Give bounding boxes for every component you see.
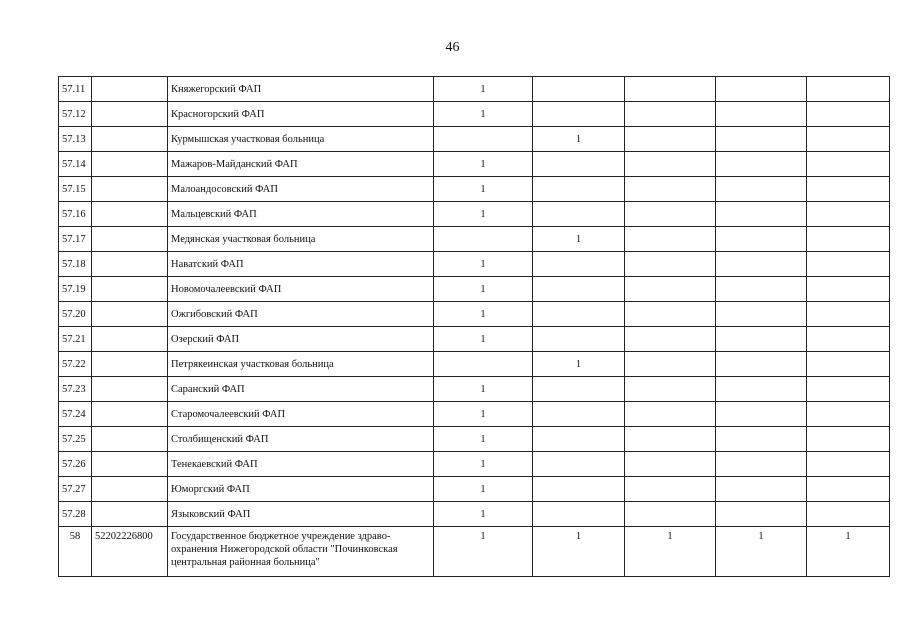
value-cell-5 — [807, 502, 890, 527]
facility-name-cell: Старомочалеевский ФАП — [168, 402, 434, 427]
value-cell-4 — [716, 202, 807, 227]
value-cell-2: 1 — [533, 227, 625, 252]
table-row — [59, 277, 890, 302]
value-cell-2 — [533, 152, 625, 177]
value-cell-2: 1 — [533, 527, 625, 577]
value-cell-3 — [625, 327, 716, 352]
row-code-cell — [92, 502, 168, 527]
facility-name-cell: Озерский ФАП — [168, 327, 434, 352]
value-cell-5 — [807, 477, 890, 502]
facility-name-cell: Саранский ФАП — [168, 377, 434, 402]
value-cell-3 — [625, 152, 716, 177]
value-cell-1: 1 — [434, 152, 533, 177]
table-row — [59, 302, 890, 327]
facility-name-cell: Языковский ФАП — [168, 502, 434, 527]
row-code-cell — [92, 402, 168, 427]
value-cell-4 — [716, 127, 807, 152]
value-cell-5 — [807, 252, 890, 277]
row-code-cell — [92, 227, 168, 252]
row-number-cell: 57.18 — [59, 252, 92, 277]
row-number-cell: 57.20 — [59, 302, 92, 327]
value-cell-3 — [625, 402, 716, 427]
value-cell-5 — [807, 427, 890, 452]
row-code-cell — [92, 102, 168, 127]
value-cell-4 — [716, 477, 807, 502]
value-cell-1: 1 — [434, 302, 533, 327]
value-cell-4 — [716, 177, 807, 202]
value-cell-1: 1 — [434, 202, 533, 227]
value-cell-3 — [625, 352, 716, 377]
value-cell-5: 1 — [807, 527, 890, 577]
row-number-cell: 57.13 — [59, 127, 92, 152]
value-cell-4 — [716, 502, 807, 527]
row-number-cell: 57.12 — [59, 102, 92, 127]
value-cell-4 — [716, 252, 807, 277]
row-code-cell: 52202226800 — [92, 527, 168, 577]
value-cell-1: 1 — [434, 452, 533, 477]
value-cell-2 — [533, 452, 625, 477]
table-row — [59, 177, 890, 202]
value-cell-5 — [807, 327, 890, 352]
value-cell-3 — [625, 452, 716, 477]
table-row — [59, 202, 890, 227]
value-cell-1: 1 — [434, 277, 533, 302]
facility-name-cell: Мальцевский ФАП — [168, 202, 434, 227]
facility-name-cell: Медянская участковая больница — [168, 227, 434, 252]
value-cell-2 — [533, 102, 625, 127]
value-cell-2 — [533, 327, 625, 352]
table-row — [59, 102, 890, 127]
facility-name-cell: Тенекаевский ФАП — [168, 452, 434, 477]
value-cell-5 — [807, 277, 890, 302]
row-number-cell: 57.22 — [59, 352, 92, 377]
facility-name-cell: Мажаров-Майданский ФАП — [168, 152, 434, 177]
value-cell-2 — [533, 177, 625, 202]
row-code-cell — [92, 452, 168, 477]
value-cell-5 — [807, 352, 890, 377]
value-cell-4: 1 — [716, 527, 807, 577]
value-cell-2 — [533, 477, 625, 502]
row-number-cell: 57.26 — [59, 452, 92, 477]
value-cell-2 — [533, 402, 625, 427]
value-cell-4 — [716, 277, 807, 302]
row-number-cell: 57.27 — [59, 477, 92, 502]
facility-name-cell: Юморгский ФАП — [168, 477, 434, 502]
row-code-cell — [92, 477, 168, 502]
value-cell-2 — [533, 377, 625, 402]
row-number-cell: 57.24 — [59, 402, 92, 427]
value-cell-4 — [716, 452, 807, 477]
value-cell-1: 1 — [434, 102, 533, 127]
value-cell-5 — [807, 102, 890, 127]
row-number-cell: 57.21 — [59, 327, 92, 352]
table-row — [59, 402, 890, 427]
value-cell-1: 1 — [434, 177, 533, 202]
value-cell-5 — [807, 452, 890, 477]
row-code-cell — [92, 252, 168, 277]
row-code-cell — [92, 127, 168, 152]
table-row — [59, 377, 890, 402]
row-number-cell: 57.25 — [59, 427, 92, 452]
row-number-cell: 57.19 — [59, 277, 92, 302]
row-number-cell: 57.23 — [59, 377, 92, 402]
table-row — [59, 452, 890, 477]
value-cell-5 — [807, 202, 890, 227]
value-cell-2 — [533, 502, 625, 527]
value-cell-2 — [533, 427, 625, 452]
value-cell-4 — [716, 352, 807, 377]
table-row — [59, 227, 890, 252]
value-cell-3 — [625, 302, 716, 327]
value-cell-1: 1 — [434, 477, 533, 502]
facility-name-cell: Княжегорский ФАП — [168, 77, 434, 102]
table-row — [59, 252, 890, 277]
value-cell-1 — [434, 127, 533, 152]
table-row — [59, 527, 890, 577]
row-code-cell — [92, 77, 168, 102]
table-row — [59, 77, 890, 102]
facility-name-cell: Курмышская участковая больница — [168, 127, 434, 152]
row-number-cell: 57.28 — [59, 502, 92, 527]
value-cell-4 — [716, 377, 807, 402]
row-code-cell — [92, 302, 168, 327]
facility-name-cell: Государственное бюджетное учреждение здраво-охранения Нижегородской области "Починковская центральная районная больница" — [168, 527, 434, 577]
row-code-cell — [92, 427, 168, 452]
value-cell-4 — [716, 327, 807, 352]
row-number-cell: 57.11 — [59, 77, 92, 102]
value-cell-1 — [434, 227, 533, 252]
table-row — [59, 427, 890, 452]
page-number: 46 — [445, 40, 460, 55]
value-cell-3 — [625, 477, 716, 502]
value-cell-3: 1 — [625, 527, 716, 577]
value-cell-3 — [625, 377, 716, 402]
row-code-cell — [92, 377, 168, 402]
value-cell-2 — [533, 302, 625, 327]
value-cell-3 — [625, 77, 716, 102]
value-cell-3 — [625, 502, 716, 527]
value-cell-4 — [716, 227, 807, 252]
table-row — [59, 352, 890, 377]
value-cell-3 — [625, 252, 716, 277]
value-cell-3 — [625, 427, 716, 452]
value-cell-3 — [625, 127, 716, 152]
value-cell-5 — [807, 377, 890, 402]
value-cell-1: 1 — [434, 377, 533, 402]
row-code-cell — [92, 152, 168, 177]
facility-name-cell: Новомочалеевский ФАП — [168, 277, 434, 302]
table-row — [59, 327, 890, 352]
value-cell-4 — [716, 102, 807, 127]
value-cell-1: 1 — [434, 252, 533, 277]
facility-name-cell: Малоандосовский ФАП — [168, 177, 434, 202]
table-row — [59, 152, 890, 177]
row-number-cell: 57.15 — [59, 177, 92, 202]
value-cell-2 — [533, 202, 625, 227]
value-cell-1 — [434, 352, 533, 377]
value-cell-2 — [533, 277, 625, 302]
value-cell-1: 1 — [434, 502, 533, 527]
value-cell-4 — [716, 427, 807, 452]
value-cell-3 — [625, 177, 716, 202]
value-cell-3 — [625, 227, 716, 252]
value-cell-2 — [533, 252, 625, 277]
table-row — [59, 477, 890, 502]
value-cell-2: 1 — [533, 352, 625, 377]
row-number-cell: 58 — [59, 527, 92, 577]
value-cell-4 — [716, 302, 807, 327]
facility-name-cell: Наватский ФАП — [168, 252, 434, 277]
row-number-cell: 57.16 — [59, 202, 92, 227]
facility-name-cell: Ожгибовский ФАП — [168, 302, 434, 327]
value-cell-3 — [625, 277, 716, 302]
value-cell-1: 1 — [434, 527, 533, 577]
value-cell-2 — [533, 77, 625, 102]
value-cell-5 — [807, 227, 890, 252]
value-cell-1: 1 — [434, 77, 533, 102]
facilities-table — [58, 76, 890, 577]
table-row — [59, 502, 890, 527]
value-cell-3 — [625, 202, 716, 227]
facility-name-cell: Красногорский ФАП — [168, 102, 434, 127]
value-cell-5 — [807, 152, 890, 177]
row-code-cell — [92, 327, 168, 352]
facility-name-cell: Столбищенский ФАП — [168, 427, 434, 452]
value-cell-2: 1 — [533, 127, 625, 152]
value-cell-5 — [807, 302, 890, 327]
value-cell-4 — [716, 152, 807, 177]
row-code-cell — [92, 177, 168, 202]
value-cell-5 — [807, 77, 890, 102]
value-cell-1: 1 — [434, 402, 533, 427]
value-cell-4 — [716, 77, 807, 102]
value-cell-3 — [625, 102, 716, 127]
value-cell-4 — [716, 402, 807, 427]
value-cell-5 — [807, 402, 890, 427]
facility-name-cell: Петрякеинская участковая больница — [168, 352, 434, 377]
row-code-cell — [92, 277, 168, 302]
value-cell-1: 1 — [434, 327, 533, 352]
value-cell-5 — [807, 177, 890, 202]
table-row — [59, 127, 890, 152]
value-cell-5 — [807, 127, 890, 152]
row-code-cell — [92, 352, 168, 377]
row-code-cell — [92, 202, 168, 227]
row-number-cell: 57.14 — [59, 152, 92, 177]
row-number-cell: 57.17 — [59, 227, 92, 252]
value-cell-1: 1 — [434, 427, 533, 452]
